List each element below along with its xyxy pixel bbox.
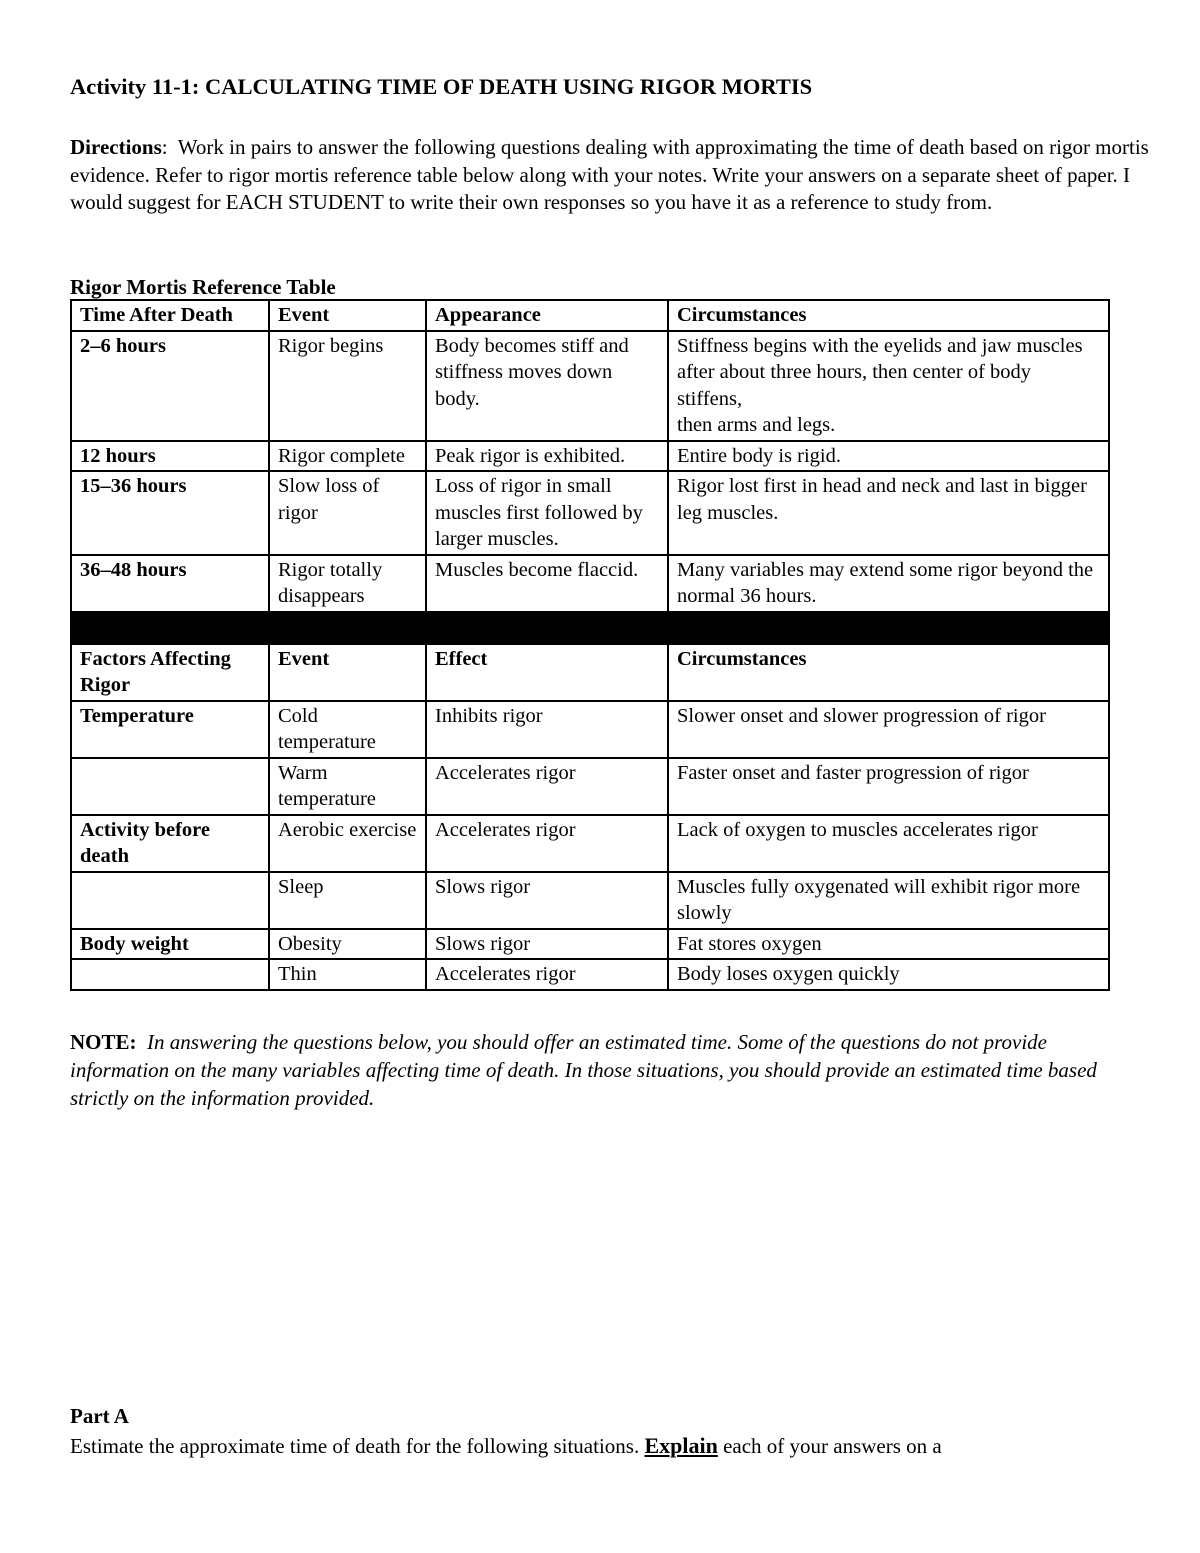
effect-cell: Slows rigor — [426, 929, 668, 960]
circumstances-cell: Body loses oxygen quickly — [668, 959, 1109, 990]
factor-cell — [71, 758, 269, 815]
event-cell: Obesity — [269, 929, 426, 960]
header-cell: Event — [269, 644, 426, 701]
factor-cell: Temperature — [71, 701, 269, 758]
table-row — [71, 758, 1109, 815]
event-cell: Rigor begins — [269, 331, 426, 441]
directions-paragraph: Directions: Work in pairs to answer the following questions dealing with approximating the time of death based on rigor mortis evidence. Refer to rigor mortis reference table below along with your notes. Write your answers on a separate sheet of paper. I would suggest for EACH STUDENT to write their own responses so you have it as a reference to study from. — [70, 135, 1149, 214]
header-cell: Time After Death — [71, 300, 269, 331]
effect-cell: Accelerates rigor — [426, 815, 668, 872]
effect-cell: Accelerates rigor — [426, 758, 668, 815]
table-row — [71, 872, 1109, 929]
appearance-cell: Body becomes stiff and stiffness moves down body. — [426, 331, 668, 441]
circumstances-cell: Many variables may extend some rigor beyond the normal 36 hours. — [668, 555, 1109, 612]
header-cell: Appearance — [426, 300, 668, 331]
time-cell: 12 hours — [71, 441, 269, 472]
appearance-cell: Muscles become flaccid. — [426, 555, 668, 612]
time-cell: 15–36 hours — [71, 471, 269, 555]
event-cell: Aerobic exercise — [269, 815, 426, 872]
circumstances-cell: Lack of oxygen to muscles accelerates rigor — [668, 815, 1109, 872]
effect-cell: Slows rigor — [426, 872, 668, 929]
appearance-cell: Peak rigor is exhibited. — [426, 441, 668, 472]
factor-cell — [71, 872, 269, 929]
event-cell: Thin — [269, 959, 426, 990]
circumstances-cell: Slower onset and slower progression of rigor — [668, 701, 1109, 758]
table-header-row — [71, 300, 1109, 331]
factor-cell: Activity before death — [71, 815, 269, 872]
note-label: NOTE: — [70, 1030, 137, 1054]
header-cell: Event — [269, 300, 426, 331]
table-row — [71, 471, 1109, 555]
time-cell: 36–48 hours — [71, 555, 269, 612]
circumstances-cell: Entire body is rigid. — [668, 441, 1109, 472]
table-row — [71, 441, 1109, 472]
circumstances-cell: Rigor lost first in head and neck and last in bigger leg muscles. — [668, 471, 1109, 555]
event-cell: Slow loss of rigor — [269, 471, 426, 555]
table-row — [71, 959, 1109, 990]
event-cell: Warm temperature — [269, 758, 426, 815]
directions-text: Work in pairs to answer the following questions dealing with approximating the time of death based on rigor mortis evidence. Refer to rigor mortis reference table below along with your notes. Write your answers on a separate sheet of paper. I would suggest for EACH STUDENT to write their own responses so you have it as a reference to study from. — [70, 135, 1149, 214]
directions-label: Directions — [70, 135, 162, 159]
factors-header-row — [71, 644, 1109, 701]
header-cell: Circumstances — [668, 644, 1109, 701]
black-divider — [71, 612, 1109, 644]
table-row — [71, 929, 1109, 960]
part-a-heading: Part A — [70, 1404, 129, 1428]
header-cell: Circumstances — [668, 300, 1109, 331]
rigor-mortis-reference-table — [70, 299, 1110, 991]
time-cell: 2–6 hours — [71, 331, 269, 441]
table-row — [71, 331, 1109, 441]
circumstances-cell: Fat stores oxygen — [668, 929, 1109, 960]
header-cell: Effect — [426, 644, 668, 701]
event-cell: Rigor complete — [269, 441, 426, 472]
table-row — [71, 701, 1109, 758]
circumstances-cell: Muscles fully oxygenated will exhibit rigor more slowly — [668, 872, 1109, 929]
table-row — [71, 555, 1109, 612]
event-cell: Cold temperature — [269, 701, 426, 758]
page-title: Activity 11-1: CALCULATING TIME OF DEATH USING RIGOR MORTIS — [70, 74, 813, 99]
effect-cell: Accelerates rigor — [426, 959, 668, 990]
factor-cell: Body weight — [71, 929, 269, 960]
table-caption: Rigor Mortis Reference Table — [70, 275, 336, 299]
note-text: In answering the questions below, you should offer an estimated time. Some of the questions do not provide information on the many variables affecting time of death. In those situations, you should provide an estimated time based strictly on the information provided. — [70, 1030, 1097, 1110]
header-cell: Factors Affecting Rigor — [71, 644, 269, 701]
factor-cell — [71, 959, 269, 990]
part-a-instructions: Estimate the approximate time of death for the following situations. Explain each of your answers on a — [70, 1433, 942, 1458]
circumstances-cell: Faster onset and faster progression of rigor — [668, 758, 1109, 815]
event-cell: Rigor totally disappears — [269, 555, 426, 612]
table-separator-row — [71, 612, 1109, 644]
effect-cell: Inhibits rigor — [426, 701, 668, 758]
explain-emphasis: Explain — [644, 1433, 718, 1458]
table-row — [71, 815, 1109, 872]
circumstances-cell: Stiffness begins with the eyelids and jaw muscles after about three hours, then center of body stiffens, then arms and legs. — [668, 331, 1109, 441]
event-cell: Sleep — [269, 872, 426, 929]
note-paragraph — [70, 1028, 1140, 1112]
appearance-cell: Loss of rigor in small muscles first followed by larger muscles. — [426, 471, 668, 555]
